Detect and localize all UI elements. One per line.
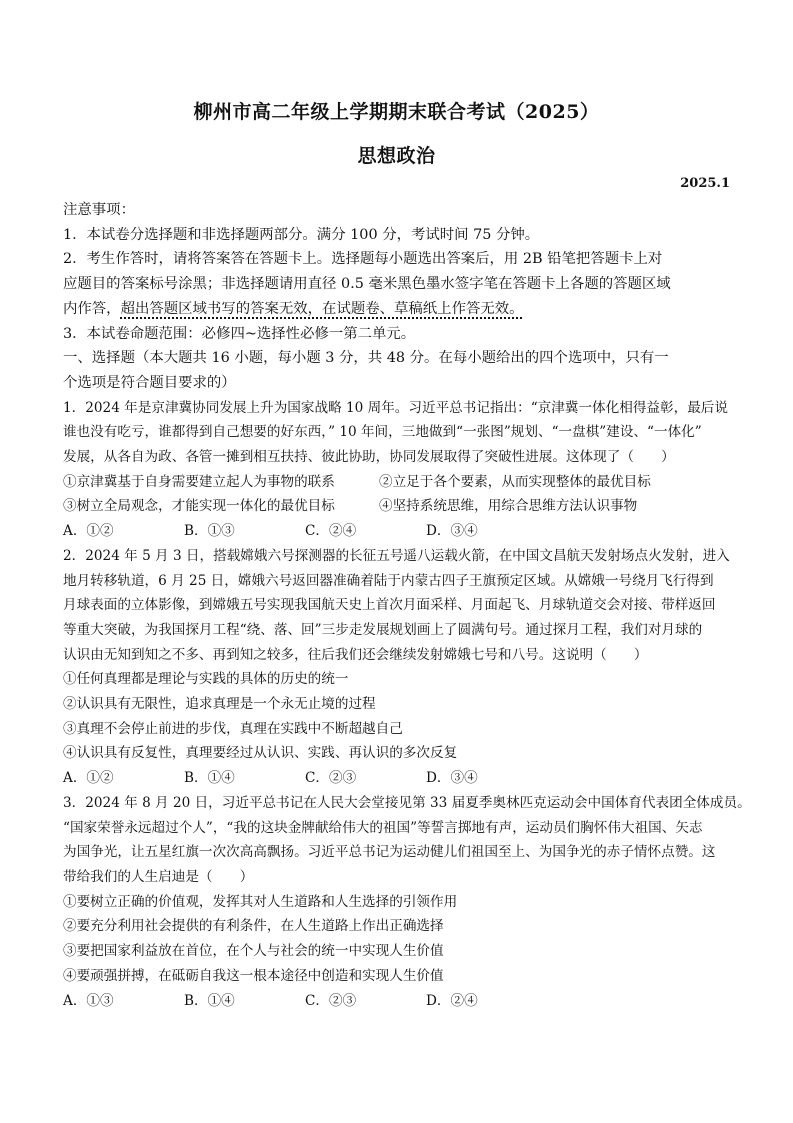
q1-options <box>63 519 733 544</box>
notice-heading: 注意事项： <box>63 202 135 218</box>
q3-stem-line-3: 为国争光，让五星红旗一次次高高飘扬。习近平总书记为运动健儿们祖国至上、为国争光的赤子情怀点赞。这 <box>63 844 716 861</box>
q3-stem-line-4: 带给我们的人生启迪是（ ） <box>63 868 254 885</box>
q2-option-c: C．②③ <box>305 770 357 787</box>
q1-option-d: D．③④ <box>426 523 478 540</box>
notice-item-2-line-3 <box>63 297 733 322</box>
notice-item-2-line-1: 2．考生作答时，请将答案答在答题卡上。选择题每小题选出答案后，用 2B 铅笔把答题卡上对 <box>63 251 663 268</box>
subject-title: 思想政治 <box>357 145 436 167</box>
q2-statement-4: ④认识具有反复性，真理要经过从认识、实践、再认识的多次反复 <box>63 745 458 762</box>
q2-option-d: D．③④ <box>426 770 478 787</box>
q3-option-c: C．②③ <box>305 992 357 1009</box>
q2-stem-line-3: 月球表面的立体影像，到嫦娥五号实现我国航天史上首次月面采样、月面起飞、月球轨道交会对接、带样返回 <box>63 597 716 614</box>
section-1-heading-line-2: 个选项是符合题目要求的） <box>63 374 236 391</box>
q1-option-a: A．①② <box>63 523 114 540</box>
notice-item-2-line-2: 应题目的答案标号涂黑；非选择题请用直径 0.5 毫米黑色墨水签字笔在答题卡上各题的答题区域 <box>63 276 671 293</box>
q2-options <box>63 766 733 791</box>
q1-stem-line-3: 发展，从各自为政、各管一摊到相互扶持、彼此协助，协同发展取得了突破性进展。这体现了（ ） <box>63 449 675 466</box>
q1-statement-1: ①京津冀基于自身需要建立起人为事物的联系 <box>63 473 335 490</box>
q3-options <box>63 989 733 1014</box>
q1-statements-row-1 <box>63 470 733 495</box>
notice-item-3: 3．本试卷命题范围：必修四~选择性必修一第二单元。 <box>63 325 416 342</box>
q3-statement-2: ②要充分利用社会提供的有利条件，在人生道路上作出正确选择 <box>63 918 444 935</box>
q1-statement-4: ④坚持系统思维，用综合思维方法认识事物 <box>379 498 638 515</box>
q1-stem-line-2: 谁也没有吃亏，谁都得到自己想要的好东西，” 10 年间，三地做到“一张图”规划、“一盘棋”建设、“一体化” <box>63 424 702 441</box>
notice-emphasis-dotted: 超出答题区域书写的答案无效，在试题卷、草稿纸上作答无效。 <box>120 300 524 317</box>
exam-content <box>63 198 751 1013</box>
q2-option-b: B．①④ <box>184 770 235 787</box>
q3-stem-line-2: “国家荣誉永远超过个人”，“我的这块金牌献给伟大的祖国”等誓言掷地有声，运动员们胸怀伟大祖国、矢志 <box>63 819 703 836</box>
notice-item-1: 1．本试卷分选择题和非选择题两部分。满分 100 分，考试时间 75 分钟。 <box>63 226 540 243</box>
q1-statement-2: ②立足于各个要素，从而实现整体的最优目标 <box>379 473 651 490</box>
q1-option-c: C．②④ <box>305 523 357 540</box>
q1-stem-line-1: 1．2024 年是京津冀协同发展上升为国家战略 10 周年。习近平总书记指出：“京津冀一体化相得益彰，最后说 <box>63 399 728 416</box>
q1-option-b: B．①③ <box>184 523 235 540</box>
q3-statement-1: ①要树立正确的价值观，发挥其对人生道路和人生选择的引领作用 <box>63 893 458 910</box>
q2-stem-line-4: 等重大突破，为我国探月工程“绕、落、回”三步走发展规划画上了圆满句号。通过探月工程，我们对月球的 <box>63 621 703 638</box>
q2-statement-2: ②认识具有无限性，追求真理是一个永无止境的过程 <box>63 696 376 713</box>
q2-statement-3: ③真理不会停止前进的步伐，真理在实践中不断超越自己 <box>63 720 403 737</box>
exam-title: 柳州市高二年级上学期期末联合考试（2025） <box>193 101 600 123</box>
q2-stem-line-1: 2．2024 年 5 月 3 日，搭载嫦娥六号探测器的长征五号遥八运载火箭，在中国文昌航天发射场点火发射，进入 <box>63 547 730 564</box>
q2-stem-line-5: 认识由无知到知之不多、再到知之较多，往后我们还会继续发射嫦娥七号和八号。这说明（ ） <box>63 646 648 663</box>
q2-stem-line-2: 地月转移轨道，6 月 25 日，嫦娥六号返回器准确着陆于内蒙古四子王旗预定区域。从嫦娥一号绕月飞行得到 <box>63 572 714 589</box>
q2-statement-1: ①任何真理都是理论与实践的具体的历史的统一 <box>63 671 349 688</box>
q3-stem-line-1: 3．2024 年 8 月 20 日，习近平总书记在人民大会堂接见第 33 届夏季奥林匹克运动会中国体育代表团全体成员。 <box>63 794 751 811</box>
section-1-heading-line-1: 一、选择题（本大题共 16 小题，每小题 3 分，共 48 分。在每小题给出的四个选项中，只有一 <box>63 350 669 367</box>
notice-item-2-line-3-start: 内作答， <box>63 300 121 317</box>
q3-option-a: A．①③ <box>63 992 114 1009</box>
q3-statement-3: ③要把国家利益放在首位，在个人与社会的统一中实现人生价值 <box>63 943 444 960</box>
q3-option-b: B．①④ <box>184 992 235 1009</box>
q1-statement-3: ③树立全局观念，才能实现一体化的最优目标 <box>63 498 335 515</box>
q2-option-a: A．①② <box>63 770 114 787</box>
q3-statement-4: ④要顽强拼搏，在砥砺自我这一根本途径中创造和实现人生价值 <box>63 967 444 984</box>
exam-date: 2025.1 <box>680 176 730 191</box>
q3-option-d: D．②④ <box>426 992 478 1009</box>
q1-statements-row-2 <box>63 494 733 519</box>
